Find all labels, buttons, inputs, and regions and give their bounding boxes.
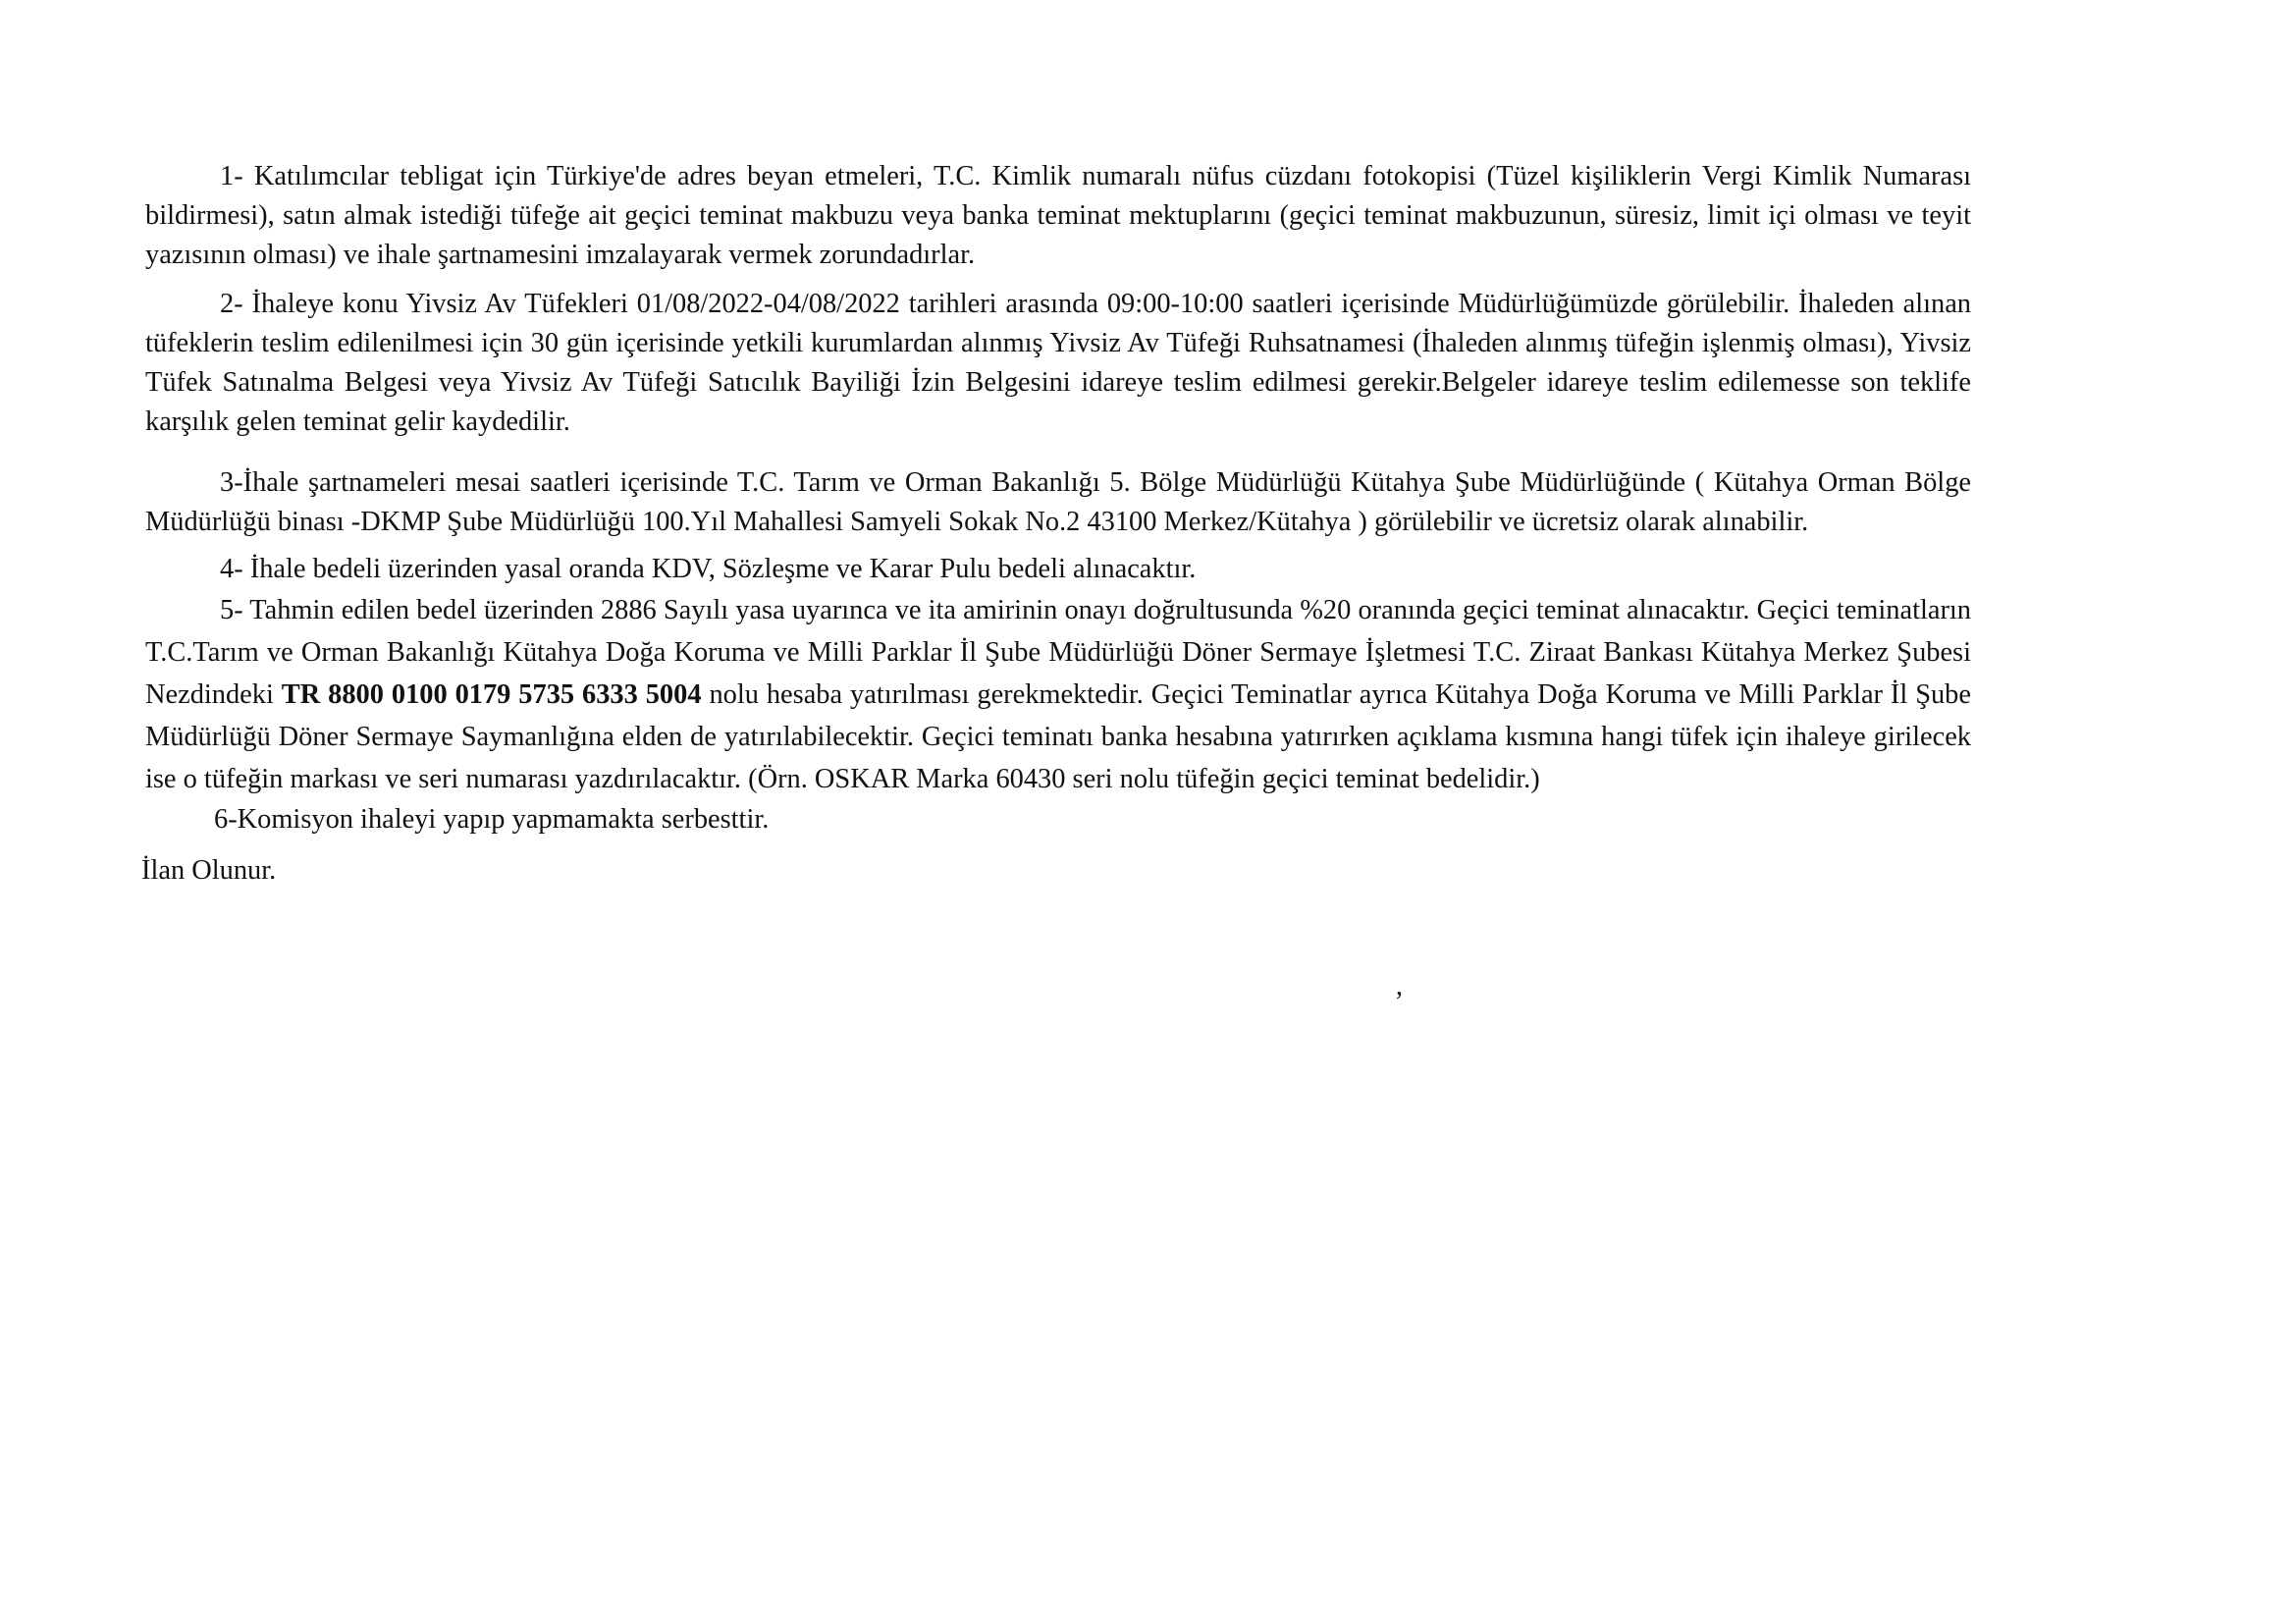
paragraph-4: 4- İhale bedeli üzerinden yasal oranda KDV, Sözleşme ve Karar Pulu bedeli alınacaktır. <box>220 554 1197 584</box>
iban-number: TR 8800 0100 0179 5735 6333 5004 <box>281 679 702 710</box>
paragraph-5 <box>145 589 1971 800</box>
closing-line: İlan Olunur. <box>141 855 277 886</box>
paragraph-6: 6-Komisyon ihaleyi yapıp yapmamakta serbesttir. <box>214 804 770 835</box>
paragraph-1: 1- Katılımcılar tebligat için Türkiye'de adres beyan etmeleri, T.C. Kimlik numaralı nüfus cüzdanı fotokopisi (Tüzel kişiliklerin Vergi Kimlik Numarası bildirmesi), satın almak istediği tüfeğe ait geçici teminat makbuzu veya banka teminat mektuplarını (geçici teminat makbuzunun, süresiz, limit içi olması ve teyit yazısının olması) ve ihale şartnamesini imzalayarak vermek zorundadırlar. <box>145 161 1971 270</box>
announcement-body <box>141 157 1971 891</box>
paragraph-5-text-before: 5- Tahmin edilen bedel üzerinden 2886 Sayılı yasa uyarınca ve ita amirinin onayı doğrultusunda %20 oranında geçici teminat alınacaktır. Geçici teminatların T.C.Tarım ve Orman Bakanlığı Kütahya Doğa Koruma ve Milli Parklar İl Şube Müdürlüğü Döner Sermaye İşletmesi T.C. Ziraat Bankası Kütahya Merkez Şubesi Nezdindeki <box>145 595 1971 710</box>
paragraph-5-text-after: nolu hesaba yatırılması gerekmektedir. Geçici Teminatlar ayrıca Kütahya Doğa Koruma ve Milli Parklar İl Şube Müdürlüğü Döner Sermaye Saymanlığına elden de yatırılabilecektir. Geçici teminatı banka hesabına yatırırken açıklama kısmına hangi tüfek için ihaleye girilecek ise o tüfeğin markası ve seri numarası yazdırılacaktır. (Örn. OSKAR Marka 60430 seri nolu tüfeğin geçici teminat bedelidir.) <box>145 679 1971 794</box>
paragraph-2: 2- İhaleye konu Yivsiz Av Tüfekleri 01/08/2022-04/08/2022 tarihleri arasında 09:00-10:00 saatleri içerisinde Müdürlüğümüzde görülebilir. İhaleden alınan tüfeklerin teslim edilenilmesi için 30 gün içerisinde yetkili kurumlardan alınmış Yivsiz Av Tüfeği Ruhsatnamesi (İhaleden alınmış tüfeğin işlenmiş olması), Yivsiz Tüfek Satınalma Belgesi veya Yivsiz Av Tüfeği Satıcılık Bayiliği İzin Belgesini idareye teslim edilmesi gerekir.Belgeler idareye teslim edilemesse son teklife karşılık gelen teminat gelir kaydedilir. <box>145 289 1971 437</box>
paragraph-3: 3-İhale şartnameleri mesai saatleri içerisinde T.C. Tarım ve Orman Bakanlığı 5. Bölge Müdürlüğü Kütahya Şube Müdürlüğünde ( Kütahya Orman Bölge Müdürlüğü binası -DKMP Şube Müdürlüğü 100.Yıl Mahallesi Samyeli Sokak No.2 43100 Merkez/Kütahya ) görülebilir ve ücretsiz olarak alınabilir. <box>145 467 1971 537</box>
stray-comma-mark: , <box>1396 971 1403 1001</box>
